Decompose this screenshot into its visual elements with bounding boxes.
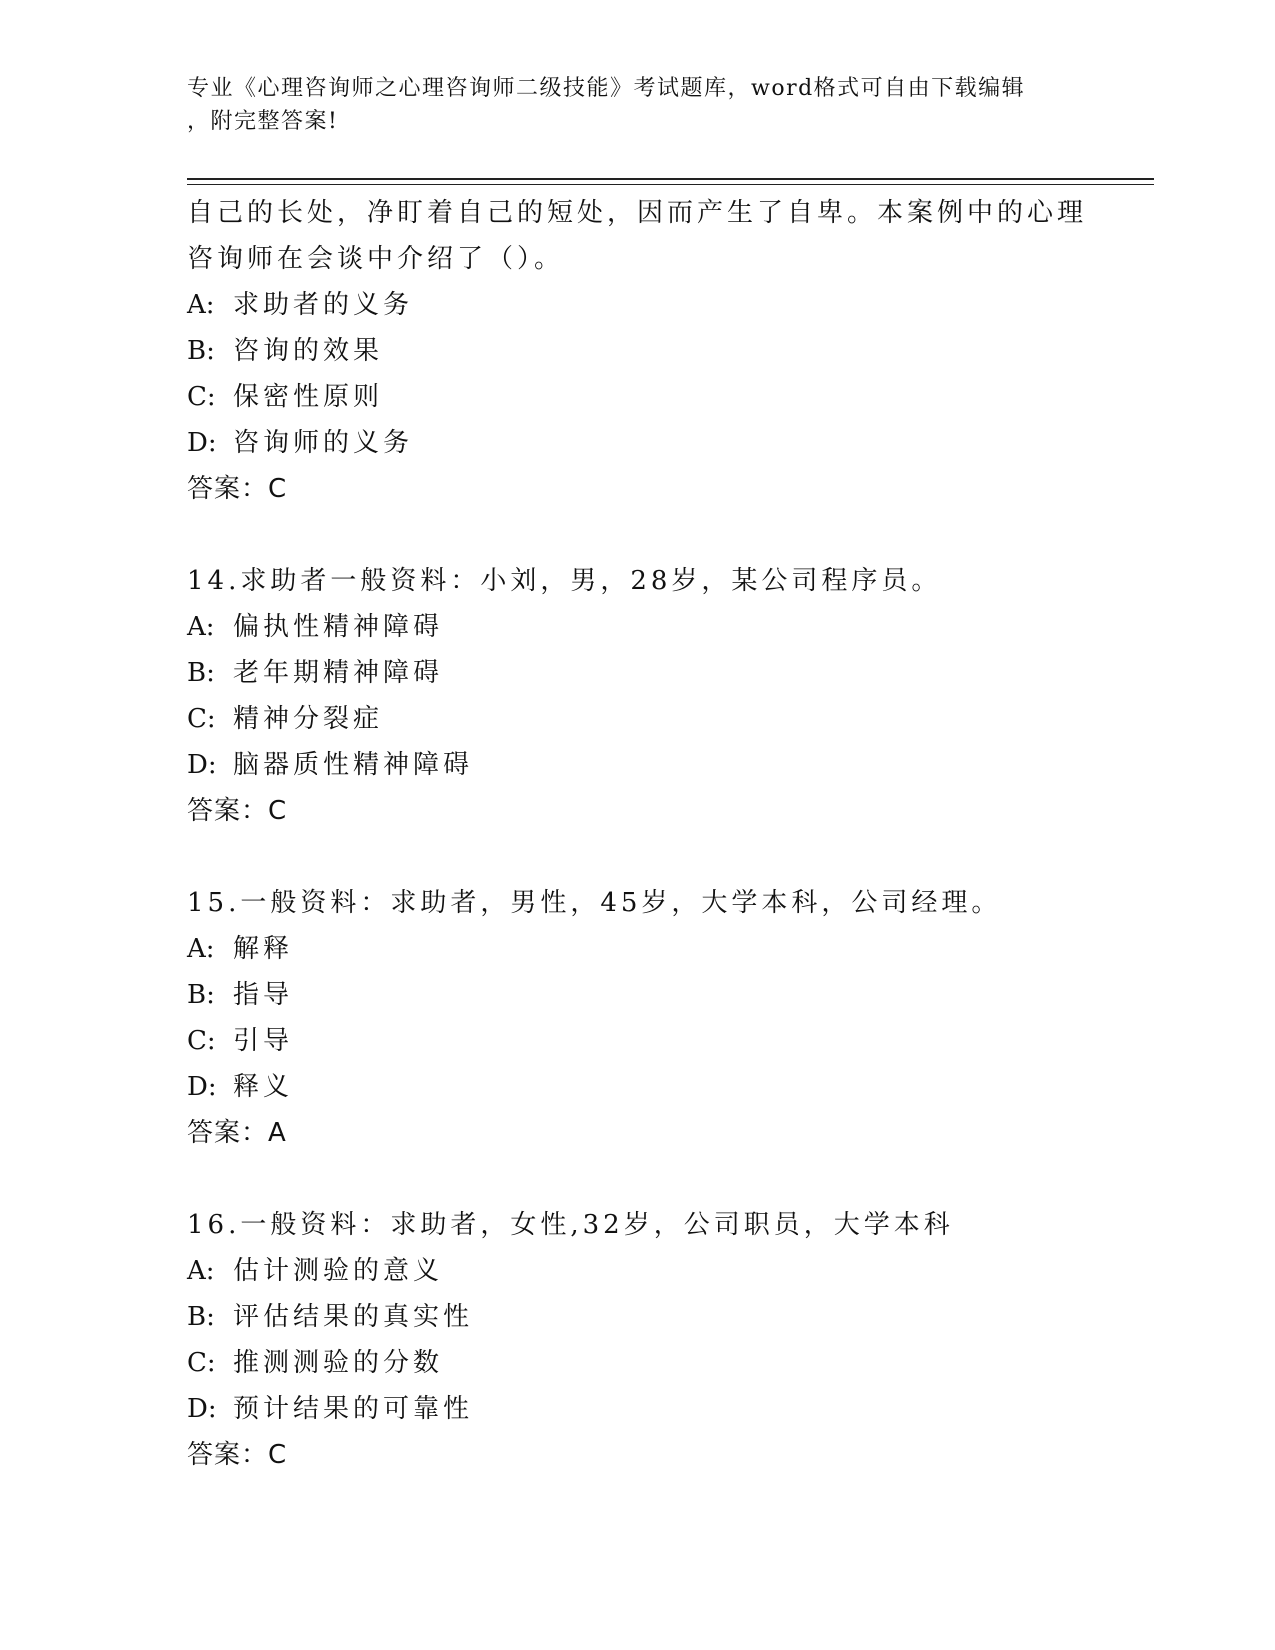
option-key: B: (187, 980, 215, 1010)
option-key: D: (187, 1394, 217, 1424)
option-key: C: (187, 704, 216, 734)
option-a (187, 282, 1137, 328)
option-d (187, 1064, 1137, 1110)
option-b (187, 650, 1137, 696)
option-c (187, 696, 1137, 742)
option-c (187, 374, 1137, 420)
header-divider (187, 178, 1154, 185)
option-text: 引导 (233, 1026, 294, 1056)
option-b (187, 328, 1137, 374)
answer-text: 答案：A (187, 1118, 287, 1148)
option-text: 脑器质性精神障碍 (233, 750, 474, 780)
option-b (187, 1294, 1137, 1340)
option-key: D: (187, 1072, 217, 1102)
question-13 (187, 190, 1137, 512)
answer-text: 答案：C (187, 474, 288, 504)
option-key: A: (187, 290, 215, 320)
option-key: B: (187, 658, 215, 688)
option-d (187, 420, 1137, 466)
question-stem-line: 自己的长处，净盯着自己的短处，因而产生了自卑。本案例中的心理 (187, 198, 1088, 228)
option-text: 精神分裂症 (233, 704, 384, 734)
spacer (187, 512, 1137, 558)
question-stem: 15.一般资料：求助者，男性，45岁，大学本科，公司经理。 (187, 888, 1002, 918)
option-text: 老年期精神障碍 (233, 658, 444, 688)
page-header (187, 72, 1067, 138)
option-text: 保密性原则 (233, 382, 384, 412)
question-15 (187, 880, 1137, 1156)
question-stem-line: 咨询师在会谈中介绍了（）。 (187, 244, 565, 274)
answer-text: 答案：C (187, 796, 288, 826)
option-text: 指导 (233, 980, 294, 1010)
option-text: 求助者的义务 (233, 290, 414, 320)
option-b (187, 972, 1137, 1018)
option-c (187, 1018, 1137, 1064)
option-text: 预计结果的可靠性 (233, 1394, 474, 1424)
spacer (187, 1156, 1137, 1202)
option-d (187, 742, 1137, 788)
option-c (187, 1340, 1137, 1386)
option-text: 评估结果的真实性 (233, 1302, 474, 1332)
question-14 (187, 558, 1137, 834)
option-key: A: (187, 612, 215, 642)
option-key: C: (187, 1348, 216, 1378)
option-text: 咨询师的义务 (233, 428, 414, 458)
option-key: B: (187, 1302, 215, 1332)
option-text: 偏执性精神障碍 (233, 612, 444, 642)
question-stem: 16.一般资料：求助者，女性,32岁，公司职员，大学本科 (187, 1210, 954, 1240)
question-16 (187, 1202, 1137, 1478)
option-text: 咨询的效果 (233, 336, 384, 366)
option-a (187, 604, 1137, 650)
question-stem: 14.求助者一般资料：小刘，男，28岁，某公司程序员。 (187, 566, 942, 596)
option-key: C: (187, 1026, 216, 1056)
spacer (187, 834, 1137, 880)
option-key: A: (187, 934, 215, 964)
option-key: C: (187, 382, 216, 412)
header-title-line-2: ，附完整答案! (187, 109, 339, 134)
option-text: 推测测验的分数 (233, 1348, 444, 1378)
option-text: 解释 (233, 934, 294, 964)
header-title-line-1: 专业《心理咨询师之心理咨询师二级技能》考试题库，word格式可自由下载编辑 (187, 76, 1026, 101)
option-d (187, 1386, 1137, 1432)
option-a (187, 1248, 1137, 1294)
option-text: 释义 (233, 1072, 294, 1102)
option-a (187, 926, 1137, 972)
option-key: D: (187, 428, 217, 458)
option-key: B: (187, 336, 215, 366)
option-text: 估计测验的意义 (233, 1256, 444, 1286)
option-key: D: (187, 750, 217, 780)
answer-text: 答案：C (187, 1440, 288, 1470)
question-list (187, 190, 1137, 1478)
option-key: A: (187, 1256, 215, 1286)
